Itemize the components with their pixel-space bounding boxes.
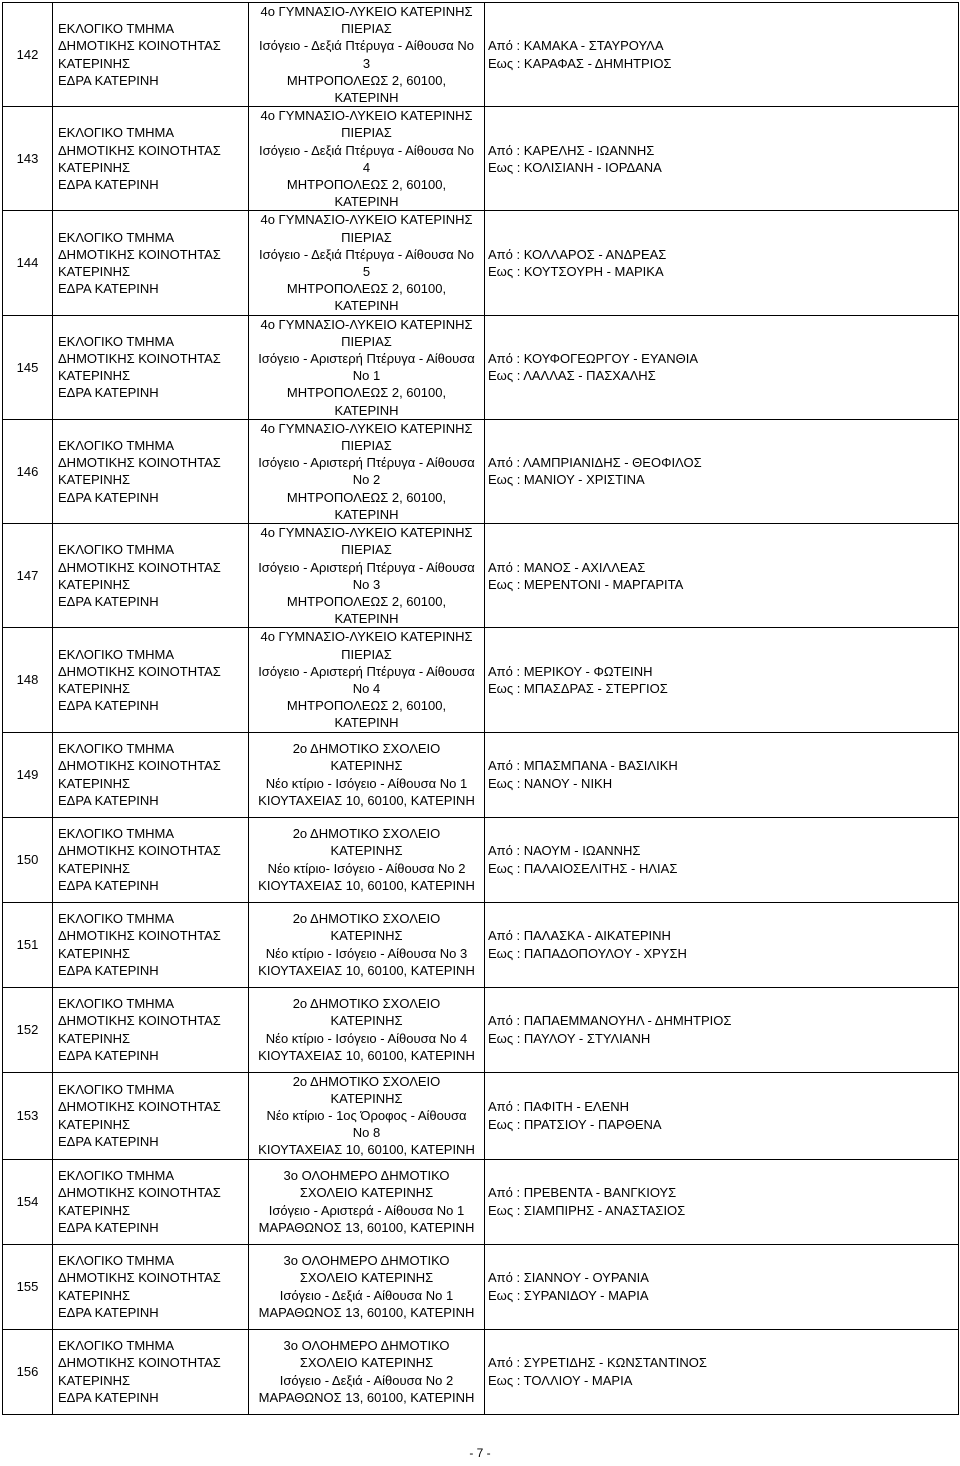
location-line: Ισόγειο - Δεξιά Πτέρυγα - Αίθουσα Νο xyxy=(258,142,474,158)
range-to: Εως : ΠΑΥΛΟΥ - ΣΤΥΛΙΑΝΗ xyxy=(488,1030,651,1046)
section-label-line: ΕΔΡΑ ΚΑΤΕΡΙΝΗ xyxy=(58,1304,159,1320)
section-label-line: ΚΑΤΕΡΙΝΗΣ xyxy=(58,55,131,71)
location-line: Νέο κτίριο - Ισόγειο - Αίθουσα Νο 1 xyxy=(265,775,468,791)
location-line: 3 xyxy=(362,55,371,71)
section-label-line: ΕΔΡΑ ΚΑΤΕΡΙΝΗ xyxy=(58,281,159,297)
range-to: Εως : ΣΥΡΑΝΙΔΟΥ - ΜΑΡΙΑ xyxy=(488,1287,649,1303)
table-row xyxy=(3,1244,959,1329)
section-label-cell xyxy=(53,1244,249,1329)
surname-range-cell xyxy=(485,817,959,902)
table-row xyxy=(3,817,959,902)
section-label-line: ΚΑΤΕΡΙΝΗΣ xyxy=(58,472,131,488)
section-label-line: ΔΗΜΟΤΙΚΗΣ ΚΟΙΝΟΤΗΤΑΣ xyxy=(58,1270,221,1286)
location-line: Ισόγειο - Αριστερή Πτέρυγα - Αίθουσα xyxy=(258,663,475,679)
section-label-line: ΕΔΡΑ ΚΑΤΕΡΙΝΗ xyxy=(58,1133,159,1149)
location-line: ΜΗΤΡΟΠΟΛΕΩΣ 2, 60100, xyxy=(286,385,447,401)
section-label-line: ΔΗΜΟΤΙΚΗΣ ΚΟΙΝΟΤΗΤΑΣ xyxy=(58,1355,221,1371)
section-label-cell xyxy=(53,419,249,523)
range-from: Από : ΜΕΡΙΚΟΥ - ΦΩΤΕΙΝΗ xyxy=(488,663,653,679)
polling-location-cell xyxy=(249,524,485,628)
location-line: ΚΙΟΥΤΑΧΕΙΑΣ 10, 60100, ΚΑΤΕΡΙΝΗ xyxy=(258,1142,475,1158)
page-number: - 7 - xyxy=(469,1446,491,1460)
range-from: Από : ΚΟΛΛΑΡΟΣ - ΑΝΔΡΕΑΣ xyxy=(488,246,667,262)
range-from: Από : ΠΑΛΑΣΚΑ - ΑΙΚΑΤΕΡΙΝΗ xyxy=(488,928,671,944)
section-label-line: ΔΗΜΟΤΙΚΗΣ ΚΟΙΝΟΤΗΤΑΣ xyxy=(58,142,221,158)
section-label-cell xyxy=(53,1072,249,1159)
location-line: ΠΙΕΡΙΑΣ xyxy=(341,646,392,662)
polling-location-cell xyxy=(249,419,485,523)
section-label-line: ΚΑΤΕΡΙΝΗΣ xyxy=(58,945,131,961)
location-line: 4ο ΓΥΜΝΑΣΙΟ-ΛΥΚΕΙΟ ΚΑΤΕΡΙΝΗΣ xyxy=(260,525,473,541)
table-row xyxy=(3,987,959,1072)
location-line: ΚΙΟΥΤΑΧΕΙΑΣ 10, 60100, ΚΑΤΕΡΙΝΗ xyxy=(258,1047,475,1063)
section-number: 152 xyxy=(3,987,53,1072)
section-label-line: ΕΚΛΟΓΙΚΟ ΤΜΗΜΑ xyxy=(58,542,175,558)
location-line: 2ο ΔΗΜΟΤΙΚΟ ΣΧΟΛΕΙΟ xyxy=(292,996,441,1012)
range-to: Εως : ΠΑΠΑΔΟΠΟΥΛΟΥ - ΧΡΥΣΗ xyxy=(488,945,687,961)
range-to: Εως : ΝΑΝΟΥ - ΝΙΚΗ xyxy=(488,775,613,791)
range-from: Από : ΜΠΑΣΜΠΑΝΑ - ΒΑΣΙΛΙΚΗ xyxy=(488,758,678,774)
section-label-cell xyxy=(53,1159,249,1244)
section-label-line: ΚΑΤΕΡΙΝΗΣ xyxy=(58,368,131,384)
section-label-line: ΕΔΡΑ ΚΑΤΕΡΙΝΗ xyxy=(58,698,159,714)
range-from: Από : ΣΥΡΕΤΙΔΗΣ - ΚΩΝΣΤΑΝΤΙΝΟΣ xyxy=(488,1355,707,1371)
location-line: ΚΑΤΕΡΙΝΗΣ xyxy=(330,758,403,774)
location-line: 4ο ΓΥΜΝΑΣΙΟ-ΛΥΚΕΙΟ ΚΑΤΕΡΙΝΗΣ xyxy=(260,316,473,332)
section-label-line: ΕΚΛΟΓΙΚΟ ΤΜΗΜΑ xyxy=(58,1253,175,1269)
section-number: 155 xyxy=(3,1244,53,1329)
polling-location-cell xyxy=(249,211,485,315)
location-line: ΚΑΤΕΡΙΝΗ xyxy=(334,506,399,522)
section-label-line: ΕΔΡΑ ΚΑΤΕΡΙΝΗ xyxy=(58,792,159,808)
section-label-line: ΕΚΛΟΓΙΚΟ ΤΜΗΜΑ xyxy=(58,229,175,245)
section-label-line: ΔΗΜΟΤΙΚΗΣ ΚΟΙΝΟΤΗΤΑΣ xyxy=(58,1185,221,1201)
range-to: Εως : ΜΑΝΙΟΥ - ΧΡΙΣΤΙΝΑ xyxy=(488,472,645,488)
section-number: 147 xyxy=(3,524,53,628)
surname-range-cell xyxy=(485,1244,959,1329)
section-label-cell xyxy=(53,732,249,817)
section-number: 149 xyxy=(3,732,53,817)
polling-location-cell xyxy=(249,628,485,732)
location-line: ΠΙΕΡΙΑΣ xyxy=(341,229,392,245)
polling-location-cell xyxy=(249,1159,485,1244)
table-row xyxy=(3,628,959,732)
document-page xyxy=(2,2,958,1415)
section-label-line: ΚΑΤΕΡΙΝΗΣ xyxy=(58,680,131,696)
location-line: 4 xyxy=(362,159,371,175)
section-label-line: ΕΔΡΑ ΚΑΤΕΡΙΝΗ xyxy=(58,877,159,893)
table-row xyxy=(3,1329,959,1414)
section-label-line: ΔΗΜΟΤΙΚΗΣ ΚΟΙΝΟΤΗΤΑΣ xyxy=(58,843,221,859)
section-label-line: ΔΗΜΟΤΙΚΗΣ ΚΟΙΝΟΤΗΤΑΣ xyxy=(58,1099,221,1115)
location-line: 4ο ΓΥΜΝΑΣΙΟ-ΛΥΚΕΙΟ ΚΑΤΕΡΙΝΗΣ xyxy=(260,4,473,19)
surname-range-cell xyxy=(485,419,959,523)
location-line: 3ο ΟΛΟΗΜΕΡΟ ΔΗΜΟΤΙΚΟ xyxy=(283,1253,450,1269)
location-line: Νο 4 xyxy=(352,680,381,696)
location-line: 2ο ΔΗΜΟΤΙΚΟ ΣΧΟΛΕΙΟ xyxy=(292,826,441,842)
section-number: 144 xyxy=(3,211,53,315)
table-body xyxy=(3,3,959,1415)
section-number: 156 xyxy=(3,1329,53,1414)
location-line: ΚΑΤΕΡΙΝΗΣ xyxy=(330,843,403,859)
range-to: Εως : ΣΙΑΜΠΙΡΗΣ - ΑΝΑΣΤΑΣΙΟΣ xyxy=(488,1202,686,1218)
section-label-cell xyxy=(53,211,249,315)
table-row xyxy=(3,107,959,211)
location-line: Νο 2 xyxy=(352,472,381,488)
location-line: Νέο κτίριο - 1ος Όροφος - Αίθουσα xyxy=(266,1107,467,1123)
location-line: Νέο κτίριο- Ισόγειο - Αίθουσα Νο 2 xyxy=(267,860,466,876)
surname-range-cell xyxy=(485,1159,959,1244)
polling-location-cell xyxy=(249,987,485,1072)
location-line: ΚΑΤΕΡΙΝΗ xyxy=(334,298,399,314)
location-line: ΚΑΤΕΡΙΝΗ xyxy=(334,402,399,418)
location-line: ΜΗΤΡΟΠΟΛΕΩΣ 2, 60100, xyxy=(286,593,447,609)
section-label-line: ΕΔΡΑ ΚΑΤΕΡΙΝΗ xyxy=(58,489,159,505)
surname-range-cell xyxy=(485,902,959,987)
range-from: Από : ΜΑΝΟΣ - ΑΧΙΛΛΕΑΣ xyxy=(488,559,646,575)
location-line: ΣΧΟΛΕΙΟ ΚΑΤΕΡΙΝΗΣ xyxy=(299,1185,434,1201)
location-line: Ισόγειο - Δεξιά - Αίθουσα Νο 1 xyxy=(279,1287,454,1303)
location-line: ΚΑΤΕΡΙΝΗΣ xyxy=(330,1090,403,1106)
location-line: 2ο ΔΗΜΟΤΙΚΟ ΣΧΟΛΕΙΟ xyxy=(292,741,441,757)
table-row xyxy=(3,1159,959,1244)
polling-location-cell xyxy=(249,817,485,902)
section-label-cell xyxy=(53,3,249,107)
section-label-line: ΔΗΜΟΤΙΚΗΣ ΚΟΙΝΟΤΗΤΑΣ xyxy=(58,928,221,944)
table-row xyxy=(3,211,959,315)
section-label-line: ΕΚΛΟΓΙΚΟ ΤΜΗΜΑ xyxy=(58,1082,175,1098)
location-line: ΚΑΤΕΡΙΝΗΣ xyxy=(330,1013,403,1029)
location-line: ΚΙΟΥΤΑΧΕΙΑΣ 10, 60100, ΚΑΤΕΡΙΝΗ xyxy=(258,962,475,978)
range-from: Από : ΚΟΥΦΟΓΕΩΡΓΟΥ - ΕΥΑΝΘΙΑ xyxy=(488,351,698,367)
section-label-cell xyxy=(53,817,249,902)
location-line: 4ο ΓΥΜΝΑΣΙΟ-ΛΥΚΕΙΟ ΚΑΤΕΡΙΝΗΣ xyxy=(260,420,473,436)
section-label-line: ΕΔΡΑ ΚΑΤΕΡΙΝΗ xyxy=(58,593,159,609)
range-to: Εως : ΜΕΡΕΝΤΟΝΙ - ΜΑΡΓΑΡΙΤΑ xyxy=(488,576,684,592)
section-label-line: ΕΚΛΟΓΙΚΟ ΤΜΗΜΑ xyxy=(58,741,175,757)
section-label-line: ΚΑΤΕΡΙΝΗΣ xyxy=(58,1116,131,1132)
section-number: 148 xyxy=(3,628,53,732)
range-to: Εως : ΚΑΡΑΦΑΣ - ΔΗΜΗΤΡΙΟΣ xyxy=(488,55,672,71)
section-label-line: ΕΚΛΟΓΙΚΟ ΤΜΗΜΑ xyxy=(58,646,175,662)
surname-range-cell xyxy=(485,987,959,1072)
polling-location-cell xyxy=(249,3,485,107)
range-from: Από : ΛΑΜΠΡΙΑΝΙΔΗΣ - ΘΕΟΦΙΛΟΣ xyxy=(488,455,702,471)
location-line: ΚΑΤΕΡΙΝΗ xyxy=(334,194,399,210)
surname-range-cell xyxy=(485,1329,959,1414)
section-label-cell xyxy=(53,628,249,732)
range-to: Εως : ΤΟΛΛΙΟΥ - ΜΑΡΙΑ xyxy=(488,1372,633,1388)
location-line: 4ο ΓΥΜΝΑΣΙΟ-ΛΥΚΕΙΟ ΚΑΤΕΡΙΝΗΣ xyxy=(260,108,473,124)
range-to: Εως : ΛΑΛΛΑΣ - ΠΑΣΧΑΛΗΣ xyxy=(488,368,656,384)
range-from: Από : ΚΑΡΕΛΗΣ - ΙΩΑΝΝΗΣ xyxy=(488,142,655,158)
location-line: Ισόγειο - Δεξιά Πτέρυγα - Αίθουσα Νο xyxy=(258,246,474,262)
polling-location-cell xyxy=(249,902,485,987)
polling-location-cell xyxy=(249,107,485,211)
location-line: ΠΙΕΡΙΑΣ xyxy=(341,438,392,454)
polling-location-cell xyxy=(249,1244,485,1329)
section-label-line: ΕΚΛΟΓΙΚΟ ΤΜΗΜΑ xyxy=(58,911,175,927)
section-label-line: ΕΚΛΟΓΙΚΟ ΤΜΗΜΑ xyxy=(58,996,175,1012)
table-row xyxy=(3,419,959,523)
section-label-line: ΚΑΤΕΡΙΝΗΣ xyxy=(58,1202,131,1218)
table-row xyxy=(3,315,959,419)
polling-location-cell xyxy=(249,732,485,817)
section-label-line: ΔΗΜΟΤΙΚΗΣ ΚΟΙΝΟΤΗΤΑΣ xyxy=(58,758,221,774)
location-line: ΣΧΟΛΕΙΟ ΚΑΤΕΡΙΝΗΣ xyxy=(299,1270,434,1286)
polling-location-cell xyxy=(249,1329,485,1414)
section-number: 146 xyxy=(3,419,53,523)
location-line: Νέο κτίριο - Ισόγειο - Αίθουσα Νο 3 xyxy=(265,945,468,961)
location-line: ΚΙΟΥΤΑΧΕΙΑΣ 10, 60100, ΚΑΤΕΡΙΝΗ xyxy=(258,877,475,893)
section-label-line: ΕΚΛΟΓΙΚΟ ΤΜΗΜΑ xyxy=(58,1338,175,1354)
table-row xyxy=(3,524,959,628)
section-label-line: ΔΗΜΟΤΙΚΗΣ ΚΟΙΝΟΤΗΤΑΣ xyxy=(58,455,221,471)
section-label-line: ΕΚΛΟΓΙΚΟ ΤΜΗΜΑ xyxy=(58,826,175,842)
location-line: ΣΧΟΛΕΙΟ ΚΑΤΕΡΙΝΗΣ xyxy=(299,1355,434,1371)
section-label-line: ΔΗΜΟΤΙΚΗΣ ΚΟΙΝΟΤΗΤΑΣ xyxy=(58,351,221,367)
range-from: Από : ΠΑΠΑΕΜΜΑΝΟΥΗΛ - ΔΗΜΗΤΡΙΟΣ xyxy=(488,1013,732,1029)
section-label-line: ΚΑΤΕΡΙΝΗΣ xyxy=(58,264,131,280)
section-label-line: ΚΑΤΕΡΙΝΗΣ xyxy=(58,860,131,876)
location-line: Νο 1 xyxy=(352,368,381,384)
location-line: Νέο κτίριο - Ισόγειο - Αίθουσα Νο 4 xyxy=(265,1030,468,1046)
section-label-cell xyxy=(53,524,249,628)
location-line: 3ο ΟΛΟΗΜΕΡΟ ΔΗΜΟΤΙΚΟ xyxy=(283,1168,450,1184)
location-line: ΜΗΤΡΟΠΟΛΕΩΣ 2, 60100, xyxy=(286,281,447,297)
location-line: Ισόγειο - Αριστερή Πτέρυγα - Αίθουσα xyxy=(258,559,475,575)
range-to: Εως : ΚΟΛΙΣΙΑΝΗ - ΙΟΡΔΑΝΑ xyxy=(488,159,662,175)
location-line: ΚΑΤΕΡΙΝΗΣ xyxy=(330,928,403,944)
range-from: Από : ΚΑΜΑΚΑ - ΣΤΑΥΡΟΥΛΑ xyxy=(488,38,664,54)
location-line: Ισόγειο - Αριστερά - Αίθουσα Νο 1 xyxy=(268,1202,465,1218)
location-line: ΜΑΡΑΘΩΝΟΣ 13, 60100, ΚΑΤΕΡΙΝΗ xyxy=(258,1389,475,1405)
section-number: 154 xyxy=(3,1159,53,1244)
range-to: Εως : ΚΟΥΤΣΟΥΡΗ - ΜΑΡΙΚΑ xyxy=(488,264,664,280)
range-from: Από : ΠΡΕΒΕΝΤΑ - ΒΑΝΓΚΙΟΥΣ xyxy=(488,1185,677,1201)
location-line: Νο 8 xyxy=(352,1125,381,1141)
section-label-cell xyxy=(53,902,249,987)
location-line: ΚΙΟΥΤΑΧΕΙΑΣ 10, 60100, ΚΑΤΕΡΙΝΗ xyxy=(258,792,475,808)
section-label-line: ΕΚΛΟΓΙΚΟ ΤΜΗΜΑ xyxy=(58,438,175,454)
section-label-line: ΚΑΤΕΡΙΝΗΣ xyxy=(58,1372,131,1388)
location-line: Νο 3 xyxy=(352,576,381,592)
section-label-line: ΕΚΛΟΓΙΚΟ ΤΜΗΜΑ xyxy=(58,125,175,141)
location-line: ΜΗΤΡΟΠΟΛΕΩΣ 2, 60100, xyxy=(286,72,447,88)
location-line: ΜΗΤΡΟΠΟΛΕΩΣ 2, 60100, xyxy=(286,698,447,714)
section-label-line: ΕΔΡΑ ΚΑΤΕΡΙΝΗ xyxy=(58,72,159,88)
section-number: 145 xyxy=(3,315,53,419)
location-line: ΜΗΤΡΟΠΟΛΕΩΣ 2, 60100, xyxy=(286,177,447,193)
section-label-cell xyxy=(53,987,249,1072)
section-label-line: ΕΚΛΟΓΙΚΟ ΤΜΗΜΑ xyxy=(58,333,175,349)
location-line: ΠΙΕΡΙΑΣ xyxy=(341,333,392,349)
location-line: ΜΑΡΑΘΩΝΟΣ 13, 60100, ΚΑΤΕΡΙΝΗ xyxy=(258,1219,475,1235)
section-label-line: ΕΔΡΑ ΚΑΤΕΡΙΝΗ xyxy=(58,1047,159,1063)
location-line: ΠΙΕΡΙΑΣ xyxy=(341,125,392,141)
surname-range-cell xyxy=(485,107,959,211)
section-label-line: ΕΔΡΑ ΚΑΤΕΡΙΝΗ xyxy=(58,1219,159,1235)
range-from: Από : ΝΑΟΥΜ - ΙΩΑΝΝΗΣ xyxy=(488,843,641,859)
surname-range-cell xyxy=(485,1072,959,1159)
location-line: Ισόγειο - Δεξιά Πτέρυγα - Αίθουσα Νο xyxy=(258,38,474,54)
table-row xyxy=(3,3,959,107)
section-label-line: ΔΗΜΟΤΙΚΗΣ ΚΟΙΝΟΤΗΤΑΣ xyxy=(58,559,221,575)
table-row xyxy=(3,1072,959,1159)
table-row xyxy=(3,902,959,987)
section-label-line: ΔΗΜΟΤΙΚΗΣ ΚΟΙΝΟΤΗΤΑΣ xyxy=(58,663,221,679)
polling-location-cell xyxy=(249,315,485,419)
location-line: Ισόγειο - Αριστερή Πτέρυγα - Αίθουσα xyxy=(258,351,475,367)
section-number: 153 xyxy=(3,1072,53,1159)
section-label-line: ΕΔΡΑ ΚΑΤΕΡΙΝΗ xyxy=(58,962,159,978)
surname-range-cell xyxy=(485,211,959,315)
section-number: 151 xyxy=(3,902,53,987)
range-from: Από : ΠΑΦΙΤΗ - ΕΛΕΝΗ xyxy=(488,1099,630,1115)
location-line: ΠΙΕΡΙΑΣ xyxy=(341,542,392,558)
section-label-cell xyxy=(53,315,249,419)
section-label-line: ΚΑΤΕΡΙΝΗΣ xyxy=(58,775,131,791)
location-line: ΚΑΤΕΡΙΝΗ xyxy=(334,715,399,731)
range-from: Από : ΣΙΑΝΝΟΥ - ΟΥΡΑΝΙΑ xyxy=(488,1270,649,1286)
section-label-line: ΚΑΤΕΡΙΝΗΣ xyxy=(58,576,131,592)
table-row xyxy=(3,732,959,817)
section-label-line: ΕΔΡΑ ΚΑΤΕΡΙΝΗ xyxy=(58,1389,159,1405)
section-label-line: ΕΚΛΟΓΙΚΟ ΤΜΗΜΑ xyxy=(58,21,175,37)
section-label-line: ΕΚΛΟΓΙΚΟ ΤΜΗΜΑ xyxy=(58,1168,175,1184)
surname-range-cell xyxy=(485,732,959,817)
surname-range-cell xyxy=(485,524,959,628)
location-line: 5 xyxy=(362,264,371,280)
location-line: Ισόγειο - Δεξιά - Αίθουσα Νο 2 xyxy=(279,1372,454,1388)
section-label-cell xyxy=(53,1329,249,1414)
section-number: 142 xyxy=(3,3,53,107)
section-label-cell xyxy=(53,107,249,211)
location-line: ΚΑΤΕΡΙΝΗ xyxy=(334,90,399,106)
section-label-line: ΕΔΡΑ ΚΑΤΕΡΙΝΗ xyxy=(58,385,159,401)
location-line: 4ο ΓΥΜΝΑΣΙΟ-ΛΥΚΕΙΟ ΚΑΤΕΡΙΝΗΣ xyxy=(260,212,473,228)
location-line: 3ο ΟΛΟΗΜΕΡΟ ΔΗΜΟΤΙΚΟ xyxy=(283,1338,450,1354)
range-to: Εως : ΠΡΑΤΣΙΟΥ - ΠΑΡΘΕΝΑ xyxy=(488,1116,662,1132)
section-label-line: ΕΔΡΑ ΚΑΤΕΡΙΝΗ xyxy=(58,177,159,193)
location-line: 4ο ΓΥΜΝΑΣΙΟ-ΛΥΚΕΙΟ ΚΑΤΕΡΙΝΗΣ xyxy=(260,629,473,645)
location-line: 2ο ΔΗΜΟΤΙΚΟ ΣΧΟΛΕΙΟ xyxy=(292,1073,441,1089)
section-label-line: ΚΑΤΕΡΙΝΗΣ xyxy=(58,159,131,175)
surname-range-cell xyxy=(485,315,959,419)
location-line: ΠΙΕΡΙΑΣ xyxy=(341,21,392,37)
polling-location-cell xyxy=(249,1072,485,1159)
section-label-line: ΔΗΜΟΤΙΚΗΣ ΚΟΙΝΟΤΗΤΑΣ xyxy=(58,1013,221,1029)
section-number: 143 xyxy=(3,107,53,211)
section-label-line: ΚΑΤΕΡΙΝΗΣ xyxy=(58,1287,131,1303)
location-line: ΚΑΤΕΡΙΝΗ xyxy=(334,611,399,627)
section-label-line: ΚΑΤΕΡΙΝΗΣ xyxy=(58,1030,131,1046)
location-line: Ισόγειο - Αριστερή Πτέρυγα - Αίθουσα xyxy=(258,455,475,471)
section-label-line: ΔΗΜΟΤΙΚΗΣ ΚΟΙΝΟΤΗΤΑΣ xyxy=(58,246,221,262)
range-to: Εως : ΠΑΛΑΙΟΣΕΛΙΤΗΣ - ΗΛΙΑΣ xyxy=(488,860,678,876)
surname-range-cell xyxy=(485,3,959,107)
polling-stations-table xyxy=(2,2,959,1415)
surname-range-cell xyxy=(485,628,959,732)
location-line: ΜΑΡΑΘΩΝΟΣ 13, 60100, ΚΑΤΕΡΙΝΗ xyxy=(258,1304,475,1320)
location-line: ΜΗΤΡΟΠΟΛΕΩΣ 2, 60100, xyxy=(286,489,447,505)
section-number: 150 xyxy=(3,817,53,902)
location-line: 2ο ΔΗΜΟΤΙΚΟ ΣΧΟΛΕΙΟ xyxy=(292,911,441,927)
section-label-line: ΔΗΜΟΤΙΚΗΣ ΚΟΙΝΟΤΗΤΑΣ xyxy=(58,38,221,54)
range-to: Εως : ΜΠΑΣΔΡΑΣ - ΣΤΕΡΓΙΟΣ xyxy=(488,680,668,696)
